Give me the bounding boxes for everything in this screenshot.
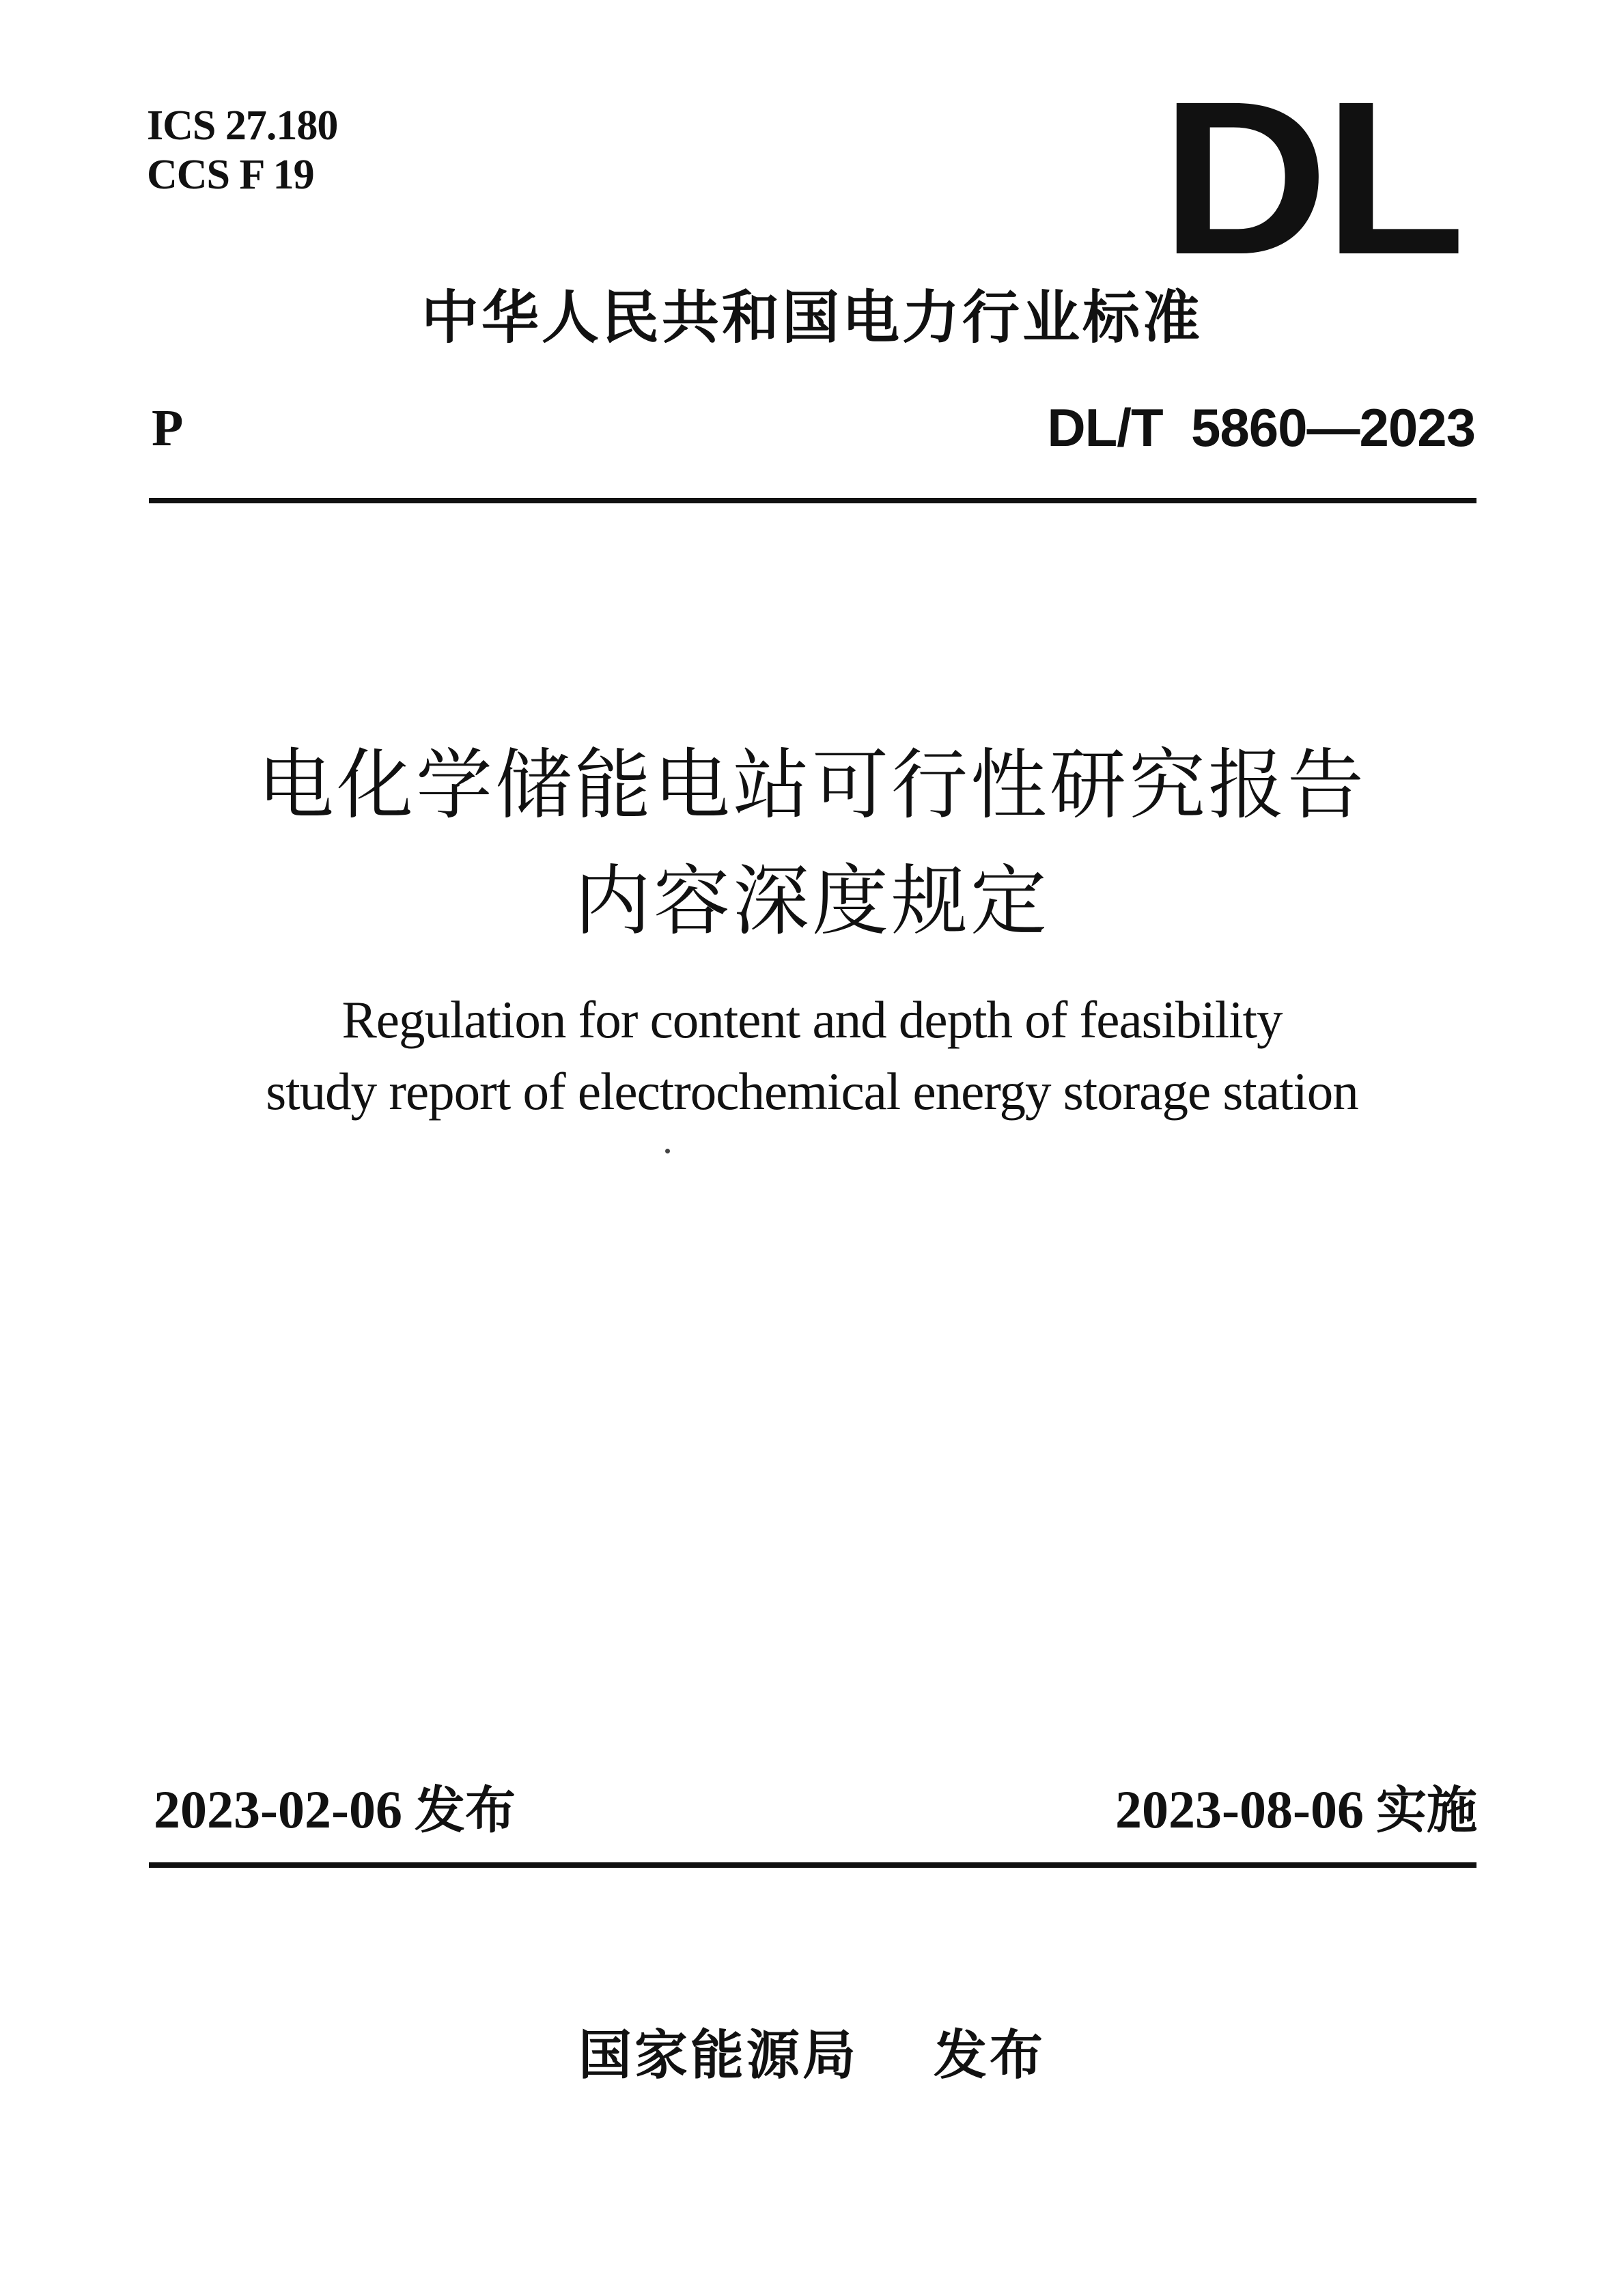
title-en-line1: Regulation for content and depth of feasibility xyxy=(341,990,1283,1049)
ccs-code: CCS F 19 xyxy=(147,152,314,198)
classification-codes xyxy=(147,101,337,199)
bottom-divider xyxy=(149,1862,1476,1868)
scan-speck xyxy=(665,1149,670,1153)
issue-label: 发布 xyxy=(414,1781,516,1840)
issue-date: 2023-02-06 xyxy=(154,1780,402,1839)
implementation-label: 实施 xyxy=(1376,1781,1477,1840)
filing-category: P xyxy=(152,400,184,457)
top-divider xyxy=(149,498,1476,503)
publisher-name: 国家能源局 xyxy=(578,2025,858,2086)
implementation-date-block xyxy=(1115,1776,1477,1845)
publisher-line xyxy=(0,2018,1624,2093)
ics-code: ICS 27.180 xyxy=(147,102,338,149)
title-cn-line2: 内容深度规定 xyxy=(574,857,1050,946)
industry-standard-label: 中华人民共和国电力行业标准 xyxy=(421,284,1203,351)
title-cn-line1: 电化学储能电站可行性研究报告 xyxy=(257,741,1367,830)
publisher-action: 发布 xyxy=(934,2025,1046,2086)
standard-number: DL/T 5860—2023 xyxy=(1047,397,1475,458)
title-en-line2: study report of electrochemical energy storage station xyxy=(266,1062,1358,1121)
dl-logo: DL xyxy=(1161,55,1461,300)
issue-date-block xyxy=(154,1776,516,1845)
implementation-date: 2023-08-06 xyxy=(1115,1780,1364,1839)
